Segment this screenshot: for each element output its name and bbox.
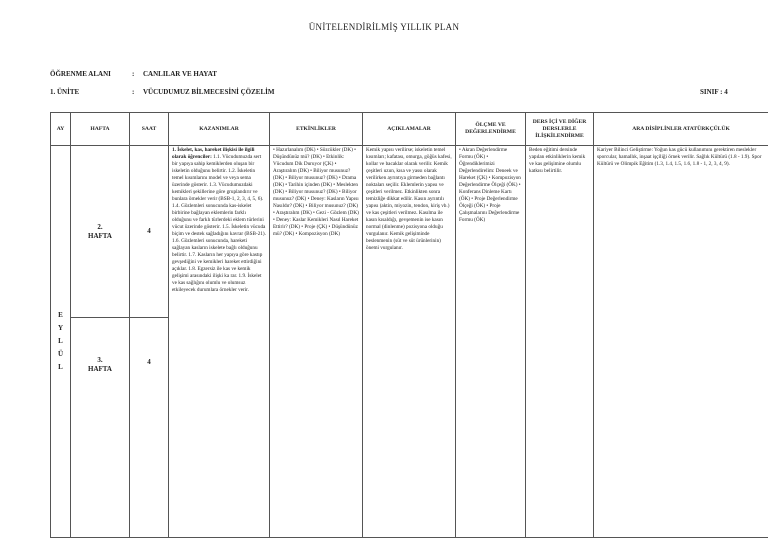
ay-letter: E (58, 311, 63, 319)
ogrenme-alani-value: CANLILAR VE HAYAT (143, 70, 217, 78)
hafta-cell (71, 318, 130, 538)
ay-letter: L (58, 337, 63, 345)
ay-letter: L (58, 363, 63, 371)
header-ara-disiplinler: ARA DİSİPLİNLER ATATÜRKÇÜLÜK (594, 113, 768, 146)
etkinlikler-cell: • Hazırlanalım (DK) • Sözcükler (DK) • Düşündünüz mü? (DK) • Etkinlik: Vücudum Dik Duruyor (ÇK) • Araştıralım (DK) • Biliyor musunuz? (DK) • Biliyor musunuz? (DK) • Drama (DK) • Tarihin içinden (DK) • Meslekten (DK) • Biliyor musunuz? (DK) • Biliyor musunuz? (DK) • Deney: Kasların Yapısı Nasıldır? (DK) • Biliyor musunuz? (DK) • Araştıralım (DK) • Gezi - Gözlem (DK) • Deney: Kaslar Kemikleri Nasıl Hareket Ettirir? (DK) • Proje (ÇK) • Düşündünüz mü? (DK) • Kompozisyon (DK) (270, 146, 363, 538)
unite-colon: : (132, 88, 135, 96)
ay-letter: Y (57, 324, 64, 332)
kazanimlar-text: 1.1. Vücudumuzda sert bir yapıya sahip kemiklerden oluşan bir iskeletin olduğunu belirtir. 1.2. İskeletin temel kısımlarını model ve veya sema üzerinde gösterir. 1.3. Vücudumuzdaki kemikleri şekillerine göre gruplandırır ve bunlara örnekler verir (BSB-1, 2, 3, 4, 5, 6). 1.4. Gözlemleri sonucunda kas-iskelet birbirine bağlayan eklemlerin farklı olduğunu ve farklı türlerdeki eklem türlerini vücut üzerinde gösterir. 1.5. İskeletin vücuda biçim ve destek sağladığını kavrar (BSB-21). 1.6. Gözlemleri sonucunda, hareketi sağlayan kasların iskelete bağlı olduğunu belirtir. 1.7. Kasların her yapıya göre kastıp gevşediğini ve kemikleri hareket ettirdiğini açıklar. 1.8. Egzersiz ile kas ve kemik gelişimi arasındaki ilişki ka rar. 1.9. İskelet ve kas sağlığını olumlu ve olumsuz etkileyecek durumlara örnekler verir. (172, 154, 266, 293)
ara-disiplinler-cell: Kariyer Bilinci Geliştirme: Yoğun kas gücü kullanımını gerektiren meslekler sporcular, hamallık, inşaat işçiliği örnek verilir. Sağlık Kültürü (1.8 - 1.9). Spor Kültürü ve Olimpik Eğitim (1.3, 1.4, 1.5, 1.6, 1.8 - 1, 2, 3, 4, 9). (594, 146, 768, 538)
olcme-cell: • Akran Değerlendirme Formu (ÖK) • Öğrendiklerimizi Değerlendirelim: Deneek ve Hareket (ÇK) • Kompozisyon Değerlendirme Ölçeği (ÖK) • Konferans Dinleme Kartı (ÖK) • Proje Değerlendirme Ölçeği (ÖK) • Proje Çalışmalarını Değerlendirme Formu (ÖK) (456, 146, 526, 538)
kazanimlar-cell (169, 146, 270, 538)
ay-letter: Ü (57, 350, 64, 358)
ay-cell (51, 146, 71, 538)
hafta-cell (71, 146, 130, 318)
ogrenme-alani-colon: : (132, 70, 135, 78)
header-ay: AY (51, 113, 71, 146)
yillik-plan-table (50, 112, 768, 538)
saat-cell: 4 (130, 146, 169, 318)
header-row (51, 113, 768, 146)
header-aciklamalar: AÇIKLAMALAR (363, 113, 456, 146)
header-kazanimlar: KAZANIMLAR (169, 113, 270, 146)
hafta-label: HAFTA (88, 365, 112, 373)
kazanimlar-heading: 1. İskelet, kas, hareket ilişkisi ile ilgili olarak öğrenciler: (172, 147, 255, 160)
aciklamalar-cell: Kemik yapısı verilirse; iskeletin temel kısımları; kafatası, omurga, göğüs kafesi, kollar ve bacaklar olarak verilir. Kemik çeşitleri uzun, kısa ve yassı olarak verilirken ayrıntıya girmeden bağlantı noktaları seçilir. Eklemlerin yapısı ve çeşitleri verilmez. Etkinlikten sonra temizliğe dikkat edilir. Kasın ayrıntılı yapısı (aktin, miyozin, tendon, kiriş vb.) ve kas çeşitleri verilmez. Kasılma ile kasın kısaldığı, gevşemenin ise kasın normal (dinlenme) pozisyona olduğu vurgulanır. Kemik gelişiminde beslenmenin (süt ve süt ürünlerinin) önemi vurgulanır. (363, 146, 456, 538)
table-row (51, 146, 768, 318)
hafta-label: HAFTA (88, 231, 112, 240)
header-ders-ici: DERS İÇİ VE DİĞER DERSLERLE İLİŞKİLENDİRME (526, 113, 594, 146)
unite-label: 1. ÜNİTE (50, 88, 80, 96)
page-title: ÜNİTELENDİRİLMİŞ YILLIK PLAN (308, 22, 460, 32)
ders-ici-cell: Beden eğitimi dersinde yapılan etkinliklerin kemik ve kas gelişimine olumlu katkısı belirtilir. (526, 146, 594, 538)
sinif-label: SINIF : 4 (700, 88, 728, 96)
ogrenme-alani-label: ÖĞRENME ALANI (50, 70, 111, 78)
header-etkinlikler: ETKİNLİKLER (270, 113, 363, 146)
header-olcme: ÖLÇME VE DEĞERLENDİRME (456, 113, 526, 146)
saat-cell: 4 (130, 318, 169, 538)
hafta-number: 2. (97, 222, 103, 231)
header-saat: SAAT (130, 113, 169, 146)
hafta-number: 3. (97, 356, 103, 364)
header-hafta: HAFTA (71, 113, 130, 146)
unite-value: VÜCUDUMUZ BİLMECESİNİ ÇÖZELİM (143, 88, 275, 96)
